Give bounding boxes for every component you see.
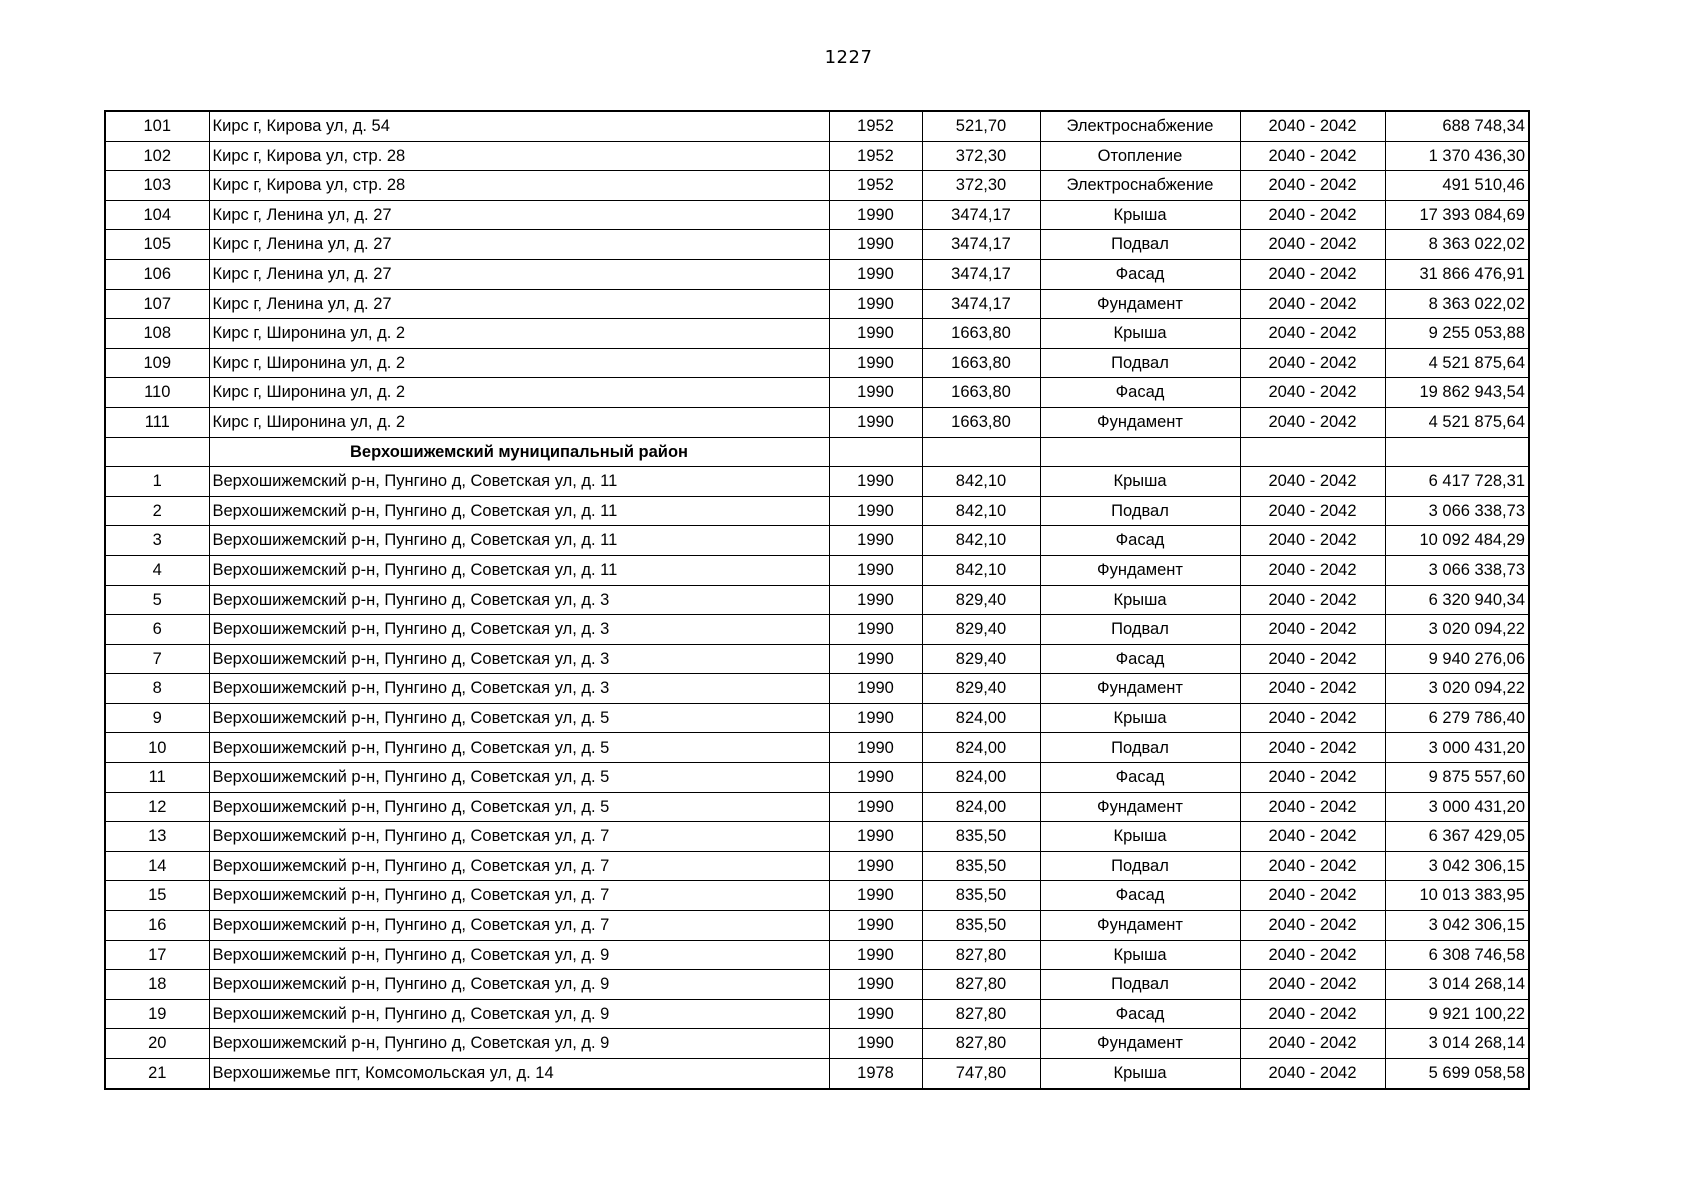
row-number-cell: 12	[105, 792, 209, 822]
row-number-cell: 7	[105, 644, 209, 674]
address-cell: Верхошижемский р-н, Пунгино д, Советская ул, д. 3	[209, 644, 829, 674]
row-number-cell: 4	[105, 555, 209, 585]
build-year-cell	[829, 437, 922, 467]
period-cell: 2040 - 2042	[1240, 792, 1385, 822]
table-row	[105, 200, 1529, 230]
cost-cell: 8 363 022,02	[1385, 289, 1529, 319]
address-cell: Верхошижемский р-н, Пунгино д, Советская ул, д. 9	[209, 1029, 829, 1059]
table-row	[105, 319, 1529, 349]
area-cell: 842,10	[922, 555, 1040, 585]
address-cell: Верхошижемский р-н, Пунгино д, Советская ул, д. 7	[209, 881, 829, 911]
area-cell: 824,00	[922, 733, 1040, 763]
period-cell: 2040 - 2042	[1240, 289, 1385, 319]
period-cell: 2040 - 2042	[1240, 851, 1385, 881]
period-cell: 2040 - 2042	[1240, 378, 1385, 408]
row-number-cell: 3	[105, 526, 209, 556]
address-cell: Кирс г, Ленина ул, д. 27	[209, 230, 829, 260]
area-cell: 824,00	[922, 792, 1040, 822]
table-row	[105, 526, 1529, 556]
cost-cell: 5 699 058,58	[1385, 1059, 1529, 1089]
cost-cell: 8 363 022,02	[1385, 230, 1529, 260]
work-type-cell: Отопление	[1040, 141, 1240, 171]
build-year-cell: 1990	[829, 615, 922, 645]
address-cell: Верхошижемский р-н, Пунгино д, Советская ул, д. 9	[209, 999, 829, 1029]
cost-cell: 4 521 875,64	[1385, 407, 1529, 437]
table-row	[105, 703, 1529, 733]
period-cell: 2040 - 2042	[1240, 555, 1385, 585]
build-year-cell: 1990	[829, 881, 922, 911]
work-type-cell: Фундамент	[1040, 792, 1240, 822]
cost-cell: 9 875 557,60	[1385, 763, 1529, 793]
table-row	[105, 1059, 1529, 1089]
area-cell: 842,10	[922, 496, 1040, 526]
work-type-cell: Подвал	[1040, 970, 1240, 1000]
row-number-cell: 17	[105, 940, 209, 970]
area-cell	[922, 437, 1040, 467]
cost-cell: 6 367 429,05	[1385, 822, 1529, 852]
period-cell: 2040 - 2042	[1240, 348, 1385, 378]
address-cell: Верхошижемский р-н, Пунгино д, Советская ул, д. 3	[209, 674, 829, 704]
district-heading: Верхошижемский муниципальный район	[209, 437, 829, 467]
address-cell: Верхошижемский р-н, Пунгино д, Советская ул, д. 9	[209, 940, 829, 970]
area-cell: 3474,17	[922, 200, 1040, 230]
period-cell: 2040 - 2042	[1240, 881, 1385, 911]
period-cell: 2040 - 2042	[1240, 970, 1385, 1000]
work-type-cell: Фундамент	[1040, 911, 1240, 941]
work-type-cell: Электроснабжение	[1040, 171, 1240, 201]
build-year-cell: 1990	[829, 496, 922, 526]
work-type-cell: Крыша	[1040, 467, 1240, 497]
build-year-cell: 1990	[829, 792, 922, 822]
row-number-cell: 21	[105, 1059, 209, 1089]
work-type-cell: Подвал	[1040, 615, 1240, 645]
table-row	[105, 289, 1529, 319]
work-type-cell: Фундамент	[1040, 555, 1240, 585]
address-cell: Кирс г, Кирова ул, стр. 28	[209, 141, 829, 171]
row-number-cell: 5	[105, 585, 209, 615]
cost-cell: 17 393 084,69	[1385, 200, 1529, 230]
area-cell: 835,50	[922, 911, 1040, 941]
period-cell: 2040 - 2042	[1240, 526, 1385, 556]
work-type-cell: Подвал	[1040, 733, 1240, 763]
period-cell: 2040 - 2042	[1240, 999, 1385, 1029]
period-cell: 2040 - 2042	[1240, 1029, 1385, 1059]
build-year-cell: 1990	[829, 526, 922, 556]
cost-cell: 3 042 306,15	[1385, 911, 1529, 941]
area-cell: 829,40	[922, 615, 1040, 645]
row-number-cell: 105	[105, 230, 209, 260]
table-row	[105, 822, 1529, 852]
build-year-cell: 1990	[829, 467, 922, 497]
area-cell: 827,80	[922, 970, 1040, 1000]
area-cell: 827,80	[922, 999, 1040, 1029]
table-row	[105, 970, 1529, 1000]
cost-cell: 9 921 100,22	[1385, 999, 1529, 1029]
build-year-cell: 1990	[829, 200, 922, 230]
table-row	[105, 230, 1529, 260]
table-row	[105, 911, 1529, 941]
period-cell: 2040 - 2042	[1240, 911, 1385, 941]
address-cell: Верхошижемский р-н, Пунгино д, Советская ул, д. 11	[209, 467, 829, 497]
address-cell: Кирс г, Ленина ул, д. 27	[209, 259, 829, 289]
build-year-cell: 1952	[829, 171, 922, 201]
work-type-cell: Крыша	[1040, 319, 1240, 349]
area-cell: 835,50	[922, 881, 1040, 911]
build-year-cell: 1990	[829, 703, 922, 733]
build-year-cell: 1990	[829, 259, 922, 289]
work-type-cell: Фундамент	[1040, 1029, 1240, 1059]
period-cell: 2040 - 2042	[1240, 644, 1385, 674]
build-year-cell: 1990	[829, 378, 922, 408]
cost-cell: 3 042 306,15	[1385, 851, 1529, 881]
cost-cell: 4 521 875,64	[1385, 348, 1529, 378]
address-cell: Верхошижемский р-н, Пунгино д, Советская ул, д. 3	[209, 615, 829, 645]
table-row	[105, 259, 1529, 289]
build-year-cell: 1990	[829, 585, 922, 615]
build-year-cell: 1990	[829, 230, 922, 260]
cost-cell: 3 000 431,20	[1385, 733, 1529, 763]
work-type-cell	[1040, 437, 1240, 467]
area-cell: 835,50	[922, 851, 1040, 881]
cost-cell: 10 013 383,95	[1385, 881, 1529, 911]
row-number-cell: 102	[105, 141, 209, 171]
work-type-cell: Фасад	[1040, 526, 1240, 556]
address-cell: Верхошижемский р-н, Пунгино д, Советская ул, д. 5	[209, 733, 829, 763]
table-row	[105, 496, 1529, 526]
cost-cell: 3 066 338,73	[1385, 496, 1529, 526]
period-cell: 2040 - 2042	[1240, 940, 1385, 970]
row-number-cell: 1	[105, 467, 209, 497]
row-number-cell: 2	[105, 496, 209, 526]
area-cell: 1663,80	[922, 348, 1040, 378]
repair-schedule-table	[104, 110, 1530, 1090]
row-number-cell: 16	[105, 911, 209, 941]
address-cell: Кирс г, Широнина ул, д. 2	[209, 378, 829, 408]
period-cell: 2040 - 2042	[1240, 703, 1385, 733]
work-type-cell: Фасад	[1040, 999, 1240, 1029]
table-row	[105, 644, 1529, 674]
row-number-cell: 110	[105, 378, 209, 408]
address-cell: Верхошижемский р-н, Пунгино д, Советская ул, д. 5	[209, 763, 829, 793]
cost-cell: 9 255 053,88	[1385, 319, 1529, 349]
work-type-cell: Фундамент	[1040, 289, 1240, 319]
build-year-cell: 1990	[829, 348, 922, 378]
cost-cell: 6 417 728,31	[1385, 467, 1529, 497]
work-type-cell: Крыша	[1040, 940, 1240, 970]
period-cell: 2040 - 2042	[1240, 822, 1385, 852]
address-cell: Кирс г, Ленина ул, д. 27	[209, 289, 829, 319]
build-year-cell: 1978	[829, 1059, 922, 1089]
table-row	[105, 940, 1529, 970]
address-cell: Кирс г, Кирова ул, стр. 28	[209, 171, 829, 201]
address-cell: Кирс г, Широнина ул, д. 2	[209, 407, 829, 437]
work-type-cell: Крыша	[1040, 200, 1240, 230]
row-number-cell: 108	[105, 319, 209, 349]
build-year-cell: 1990	[829, 1029, 922, 1059]
cost-cell: 6 279 786,40	[1385, 703, 1529, 733]
table-row	[105, 733, 1529, 763]
area-cell: 1663,80	[922, 407, 1040, 437]
cost-cell: 688 748,34	[1385, 111, 1529, 141]
address-cell: Верхошижемский р-н, Пунгино д, Советская ул, д. 5	[209, 703, 829, 733]
row-number-cell: 106	[105, 259, 209, 289]
build-year-cell: 1990	[829, 644, 922, 674]
row-number-cell: 10	[105, 733, 209, 763]
row-number-cell: 11	[105, 763, 209, 793]
table-row	[105, 467, 1529, 497]
work-type-cell: Фасад	[1040, 644, 1240, 674]
area-cell: 747,80	[922, 1059, 1040, 1089]
period-cell	[1240, 437, 1385, 467]
area-cell: 824,00	[922, 763, 1040, 793]
cost-cell: 3 014 268,14	[1385, 1029, 1529, 1059]
row-number-cell: 18	[105, 970, 209, 1000]
period-cell: 2040 - 2042	[1240, 467, 1385, 497]
row-number-cell: 20	[105, 1029, 209, 1059]
table-row	[105, 674, 1529, 704]
address-cell: Верхошижемский р-н, Пунгино д, Советская ул, д. 7	[209, 911, 829, 941]
table-row	[105, 585, 1529, 615]
table-row	[105, 348, 1529, 378]
area-cell: 842,10	[922, 467, 1040, 497]
row-number-cell: 107	[105, 289, 209, 319]
table-row	[105, 1029, 1529, 1059]
area-cell: 372,30	[922, 171, 1040, 201]
table-row	[105, 171, 1529, 201]
cost-cell: 19 862 943,54	[1385, 378, 1529, 408]
cost-cell: 9 940 276,06	[1385, 644, 1529, 674]
row-number-cell: 9	[105, 703, 209, 733]
area-cell: 3474,17	[922, 259, 1040, 289]
build-year-cell: 1952	[829, 111, 922, 141]
work-type-cell: Крыша	[1040, 822, 1240, 852]
cost-cell: 3 014 268,14	[1385, 970, 1529, 1000]
area-cell: 824,00	[922, 703, 1040, 733]
work-type-cell: Подвал	[1040, 348, 1240, 378]
period-cell: 2040 - 2042	[1240, 615, 1385, 645]
table-row	[105, 999, 1529, 1029]
area-cell: 829,40	[922, 674, 1040, 704]
cost-cell: 3 000 431,20	[1385, 792, 1529, 822]
cost-cell: 491 510,46	[1385, 171, 1529, 201]
build-year-cell: 1990	[829, 319, 922, 349]
area-cell: 3474,17	[922, 289, 1040, 319]
build-year-cell: 1990	[829, 999, 922, 1029]
work-type-cell: Крыша	[1040, 703, 1240, 733]
cost-cell: 3 020 094,22	[1385, 674, 1529, 704]
table-row	[105, 792, 1529, 822]
work-type-cell: Фундамент	[1040, 407, 1240, 437]
build-year-cell: 1952	[829, 141, 922, 171]
area-cell: 829,40	[922, 644, 1040, 674]
cost-cell: 3 020 094,22	[1385, 615, 1529, 645]
period-cell: 2040 - 2042	[1240, 200, 1385, 230]
table-row	[105, 141, 1529, 171]
table-row	[105, 763, 1529, 793]
area-cell: 829,40	[922, 585, 1040, 615]
period-cell: 2040 - 2042	[1240, 763, 1385, 793]
cost-cell	[1385, 437, 1529, 467]
row-number-cell: 109	[105, 348, 209, 378]
work-type-cell: Подвал	[1040, 496, 1240, 526]
address-cell: Верхошижемский р-н, Пунгино д, Советская ул, д. 9	[209, 970, 829, 1000]
table-row	[105, 615, 1529, 645]
cost-cell: 31 866 476,91	[1385, 259, 1529, 289]
build-year-cell: 1990	[829, 970, 922, 1000]
cost-cell: 10 092 484,29	[1385, 526, 1529, 556]
row-number-cell: 6	[105, 615, 209, 645]
row-number-cell: 19	[105, 999, 209, 1029]
table-row	[105, 881, 1529, 911]
build-year-cell: 1990	[829, 674, 922, 704]
area-cell: 827,80	[922, 1029, 1040, 1059]
row-number-cell: 14	[105, 851, 209, 881]
address-cell: Кирс г, Широнина ул, д. 2	[209, 319, 829, 349]
address-cell: Верхошижемский р-н, Пунгино д, Советская ул, д. 7	[209, 822, 829, 852]
area-cell: 3474,17	[922, 230, 1040, 260]
row-number-cell: 111	[105, 407, 209, 437]
build-year-cell: 1990	[829, 940, 922, 970]
period-cell: 2040 - 2042	[1240, 1059, 1385, 1089]
period-cell: 2040 - 2042	[1240, 407, 1385, 437]
area-cell: 842,10	[922, 526, 1040, 556]
work-type-cell: Фасад	[1040, 763, 1240, 793]
district-group-row	[105, 437, 1529, 467]
table-row	[105, 555, 1529, 585]
area-cell: 521,70	[922, 111, 1040, 141]
row-number-cell	[105, 437, 209, 467]
area-cell: 827,80	[922, 940, 1040, 970]
address-cell: Верхошижемский р-н, Пунгино д, Советская ул, д. 11	[209, 526, 829, 556]
period-cell: 2040 - 2042	[1240, 319, 1385, 349]
cost-cell: 6 308 746,58	[1385, 940, 1529, 970]
page-number: 1227	[824, 47, 873, 68]
build-year-cell: 1990	[829, 851, 922, 881]
build-year-cell: 1990	[829, 911, 922, 941]
address-cell: Кирс г, Кирова ул, д. 54	[209, 111, 829, 141]
period-cell: 2040 - 2042	[1240, 141, 1385, 171]
build-year-cell: 1990	[829, 733, 922, 763]
build-year-cell: 1990	[829, 289, 922, 319]
period-cell: 2040 - 2042	[1240, 259, 1385, 289]
work-type-cell: Фасад	[1040, 378, 1240, 408]
work-type-cell: Электроснабжение	[1040, 111, 1240, 141]
row-number-cell: 104	[105, 200, 209, 230]
cost-cell: 1 370 436,30	[1385, 141, 1529, 171]
address-cell: Кирс г, Широнина ул, д. 2	[209, 348, 829, 378]
row-number-cell: 103	[105, 171, 209, 201]
address-cell: Верхошижемский р-н, Пунгино д, Советская ул, д. 11	[209, 496, 829, 526]
build-year-cell: 1990	[829, 822, 922, 852]
cost-cell: 6 320 940,34	[1385, 585, 1529, 615]
work-type-cell: Крыша	[1040, 585, 1240, 615]
period-cell: 2040 - 2042	[1240, 111, 1385, 141]
work-type-cell: Подвал	[1040, 851, 1240, 881]
address-cell: Верхошижемье пгт, Комсомольская ул, д. 14	[209, 1059, 829, 1089]
period-cell: 2040 - 2042	[1240, 230, 1385, 260]
table-row	[105, 111, 1529, 141]
work-type-cell: Крыша	[1040, 1059, 1240, 1089]
period-cell: 2040 - 2042	[1240, 496, 1385, 526]
area-cell: 372,30	[922, 141, 1040, 171]
table-row	[105, 378, 1529, 408]
period-cell: 2040 - 2042	[1240, 585, 1385, 615]
area-cell: 835,50	[922, 822, 1040, 852]
address-cell: Кирс г, Ленина ул, д. 27	[209, 200, 829, 230]
build-year-cell: 1990	[829, 407, 922, 437]
work-type-cell: Фасад	[1040, 259, 1240, 289]
row-number-cell: 101	[105, 111, 209, 141]
table-row	[105, 407, 1529, 437]
period-cell: 2040 - 2042	[1240, 171, 1385, 201]
area-cell: 1663,80	[922, 378, 1040, 408]
build-year-cell: 1990	[829, 763, 922, 793]
work-type-cell: Фундамент	[1040, 674, 1240, 704]
address-cell: Верхошижемский р-н, Пунгино д, Советская ул, д. 11	[209, 555, 829, 585]
build-year-cell: 1990	[829, 555, 922, 585]
work-type-cell: Фасад	[1040, 881, 1240, 911]
address-cell: Верхошижемский р-н, Пунгино д, Советская ул, д. 7	[209, 851, 829, 881]
table-row	[105, 851, 1529, 881]
area-cell: 1663,80	[922, 319, 1040, 349]
work-type-cell: Подвал	[1040, 230, 1240, 260]
row-number-cell: 8	[105, 674, 209, 704]
table-body	[105, 111, 1529, 1089]
period-cell: 2040 - 2042	[1240, 674, 1385, 704]
cost-cell: 3 066 338,73	[1385, 555, 1529, 585]
row-number-cell: 13	[105, 822, 209, 852]
row-number-cell: 15	[105, 881, 209, 911]
period-cell: 2040 - 2042	[1240, 733, 1385, 763]
address-cell: Верхошижемский р-н, Пунгино д, Советская ул, д. 5	[209, 792, 829, 822]
address-cell: Верхошижемский р-н, Пунгино д, Советская ул, д. 3	[209, 585, 829, 615]
